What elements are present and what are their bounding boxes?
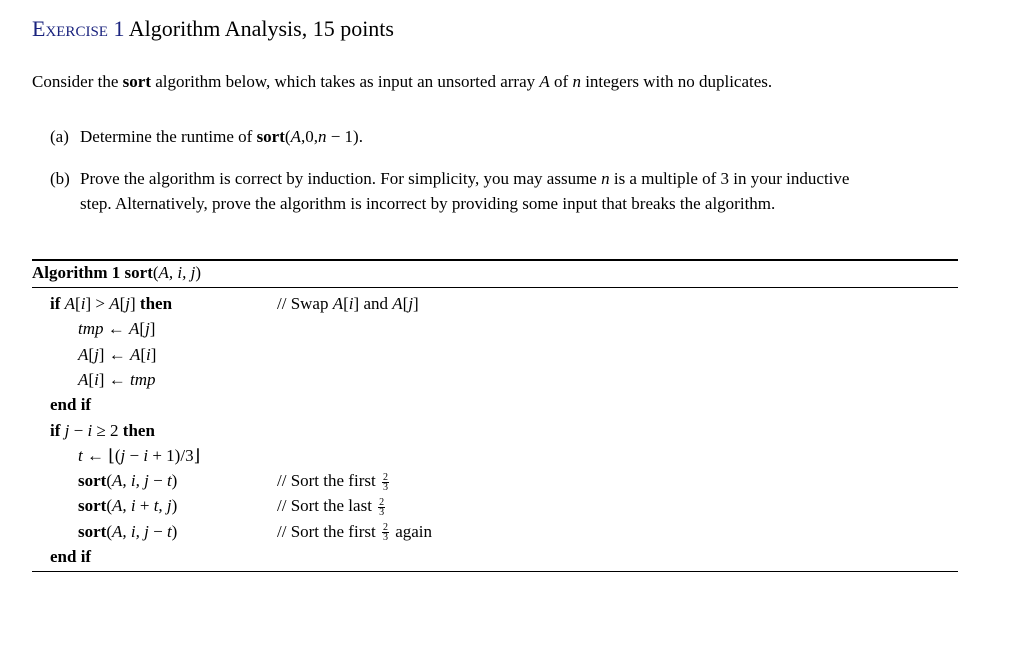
fraction-denominator: 3: [379, 506, 385, 518]
math-variable: A: [78, 369, 89, 389]
text-segment: (: [106, 521, 112, 541]
math-variable: j: [125, 294, 130, 313]
text-segment: // Sort the first: [277, 471, 380, 491]
text-segment: ): [195, 263, 202, 282]
text-segment: [: [75, 294, 81, 313]
text-segment: ]: [150, 344, 157, 364]
fraction: [382, 473, 389, 492]
text-segment: +: [135, 496, 154, 516]
text-segment: −: [148, 521, 167, 541]
algorithm-line: [78, 496, 177, 516]
text-segment: step. Alternatively, prove the algorithm is incorrect by providing some input that breaks the algorithm.: [80, 194, 776, 213]
text-segment: ] ←: [98, 344, 130, 364]
text-segment: ] >: [85, 294, 110, 313]
math-variable: j: [64, 420, 70, 440]
math-variable: n: [317, 127, 327, 146]
text-segment: [: [88, 369, 95, 389]
keyword: if: [50, 294, 65, 313]
text-segment: [: [139, 319, 146, 339]
text-segment: ): [171, 521, 178, 541]
text-segment: // Sort the last: [277, 496, 377, 516]
math-variable: t, j: [153, 496, 172, 516]
keyword: if: [50, 420, 65, 440]
text-segment: [: [402, 294, 409, 313]
text-segment: [: [119, 294, 126, 313]
part-b-text-line1: [80, 169, 849, 189]
math-variable: j: [408, 294, 414, 313]
math-variable: i: [146, 344, 151, 364]
algorithm-line: [50, 421, 155, 441]
math-variable: i: [143, 445, 149, 465]
math-variable: A: [78, 344, 89, 364]
math-variable: A: [290, 127, 301, 146]
math-variable: A, i, j: [112, 521, 149, 541]
algorithm-comment: [277, 294, 419, 314]
math-variable: A: [392, 294, 403, 313]
text-segment: [: [88, 344, 95, 364]
text-segment: ]: [129, 294, 140, 313]
exercise-title: Algorithm Analysis, 15 points: [128, 16, 394, 41]
text-segment: Prove the algorithm is correct by induction. For simplicity, you may assume: [80, 169, 602, 188]
text-segment: ←: [103, 319, 129, 339]
math-variable: tmp: [129, 369, 156, 389]
math-variable: A, i: [112, 496, 136, 516]
math-variable: t: [78, 445, 83, 465]
math-variable: i: [348, 294, 354, 313]
math-variable: t: [166, 471, 172, 491]
algorithm-header-rule: [32, 287, 958, 288]
algorithm-bottom-rule: [32, 571, 958, 572]
algorithm-comment: [277, 471, 391, 492]
fraction-denominator: 3: [382, 532, 388, 544]
text-segment: algorithm below, which takes as input an unsorted array: [150, 72, 540, 91]
algorithm-line: [78, 319, 155, 339]
algorithm-comment: [277, 522, 432, 543]
keyword: sort: [256, 127, 285, 146]
text-segment: // Sort the first: [277, 521, 380, 541]
text-segment: −: [125, 445, 144, 465]
intro-text: [32, 72, 772, 92]
text-segment: (: [106, 471, 112, 491]
keyword: sort: [122, 72, 151, 91]
text-segment: ]: [413, 294, 419, 313]
algorithm-line: [50, 395, 91, 415]
text-segment: Determine the runtime of: [80, 127, 257, 146]
math-variable: A: [129, 344, 141, 364]
fraction-denominator: 3: [382, 481, 388, 493]
math-variable: A: [129, 319, 140, 339]
text-segment: ] and: [353, 294, 393, 313]
text-segment: + 1)/3⌋: [148, 445, 201, 465]
text-segment: Consider the: [32, 72, 123, 91]
text-segment: −: [148, 471, 167, 491]
fraction-numerator: 2: [379, 496, 385, 508]
text-segment: of: [549, 72, 573, 91]
algorithm-top-rule: [32, 259, 958, 261]
math-variable: i: [80, 294, 86, 313]
math-variable: j: [145, 319, 150, 339]
text-segment: integers with no duplicates.: [580, 72, 773, 91]
algorithm-comment: [277, 496, 387, 517]
text-segment: [: [343, 294, 349, 313]
keyword: Algorithm 1 sort: [32, 263, 153, 282]
part-a-text: [80, 127, 363, 147]
math-variable: A, i, j: [158, 263, 196, 282]
text-segment: ≥ 2: [92, 420, 123, 440]
algorithm-line: [78, 446, 200, 466]
exercise-label: Exercise 1: [32, 16, 125, 41]
text-segment: is a multiple of 3 in your inductive: [609, 169, 850, 188]
text-segment: (: [152, 263, 159, 282]
math-variable: t: [166, 521, 172, 541]
keyword: sort: [78, 471, 107, 491]
text-segment: ): [171, 471, 178, 491]
text-segment: again: [390, 521, 433, 541]
keyword: sort: [78, 521, 107, 541]
fraction: [378, 498, 385, 517]
math-variable: A: [109, 294, 120, 313]
algorithm-line: [50, 547, 91, 567]
algorithm-line: [78, 345, 156, 365]
fraction: [382, 523, 389, 542]
algorithm-line: [78, 522, 177, 542]
text-segment: (: [284, 127, 291, 146]
exercise-heading: [32, 16, 394, 42]
fraction-numerator: 2: [382, 471, 388, 483]
math-variable: A: [332, 294, 344, 313]
keyword: then: [122, 420, 155, 440]
algorithm-header: [32, 263, 201, 283]
math-variable: n: [572, 72, 581, 91]
text-segment: ] ←: [98, 369, 130, 389]
part-a-label: (a): [50, 127, 69, 146]
math-variable: tmp: [78, 319, 104, 339]
part-b-text-line2: [80, 194, 775, 214]
keyword: end if: [50, 547, 92, 566]
part-b-label: (b): [50, 169, 70, 188]
math-variable: A, i, j: [112, 471, 149, 491]
algorithm-line: [78, 370, 155, 390]
math-variable: n: [601, 169, 610, 188]
math-variable: j: [94, 344, 99, 364]
math-variable: A: [64, 294, 76, 313]
algorithm-line: [50, 294, 172, 314]
text-segment: // Swap: [277, 294, 333, 313]
text-segment: ): [171, 496, 178, 516]
math-variable: i: [94, 369, 99, 389]
fraction-numerator: 2: [382, 522, 388, 534]
math-variable: A: [539, 72, 550, 91]
text-segment: −: [69, 420, 88, 440]
keyword: sort: [78, 496, 107, 516]
keyword: then: [139, 294, 173, 313]
text-segment: [: [140, 344, 147, 364]
math-variable: j: [120, 445, 126, 465]
text-segment: − 1).: [326, 127, 363, 146]
text-segment: (: [106, 496, 112, 516]
math-variable: i: [87, 420, 93, 440]
text-segment: ,0,: [300, 127, 318, 146]
keyword: end if: [50, 395, 92, 415]
text-segment: ]: [149, 319, 156, 339]
text-segment: ← ⌊(: [82, 445, 121, 465]
algorithm-line: [78, 471, 177, 491]
